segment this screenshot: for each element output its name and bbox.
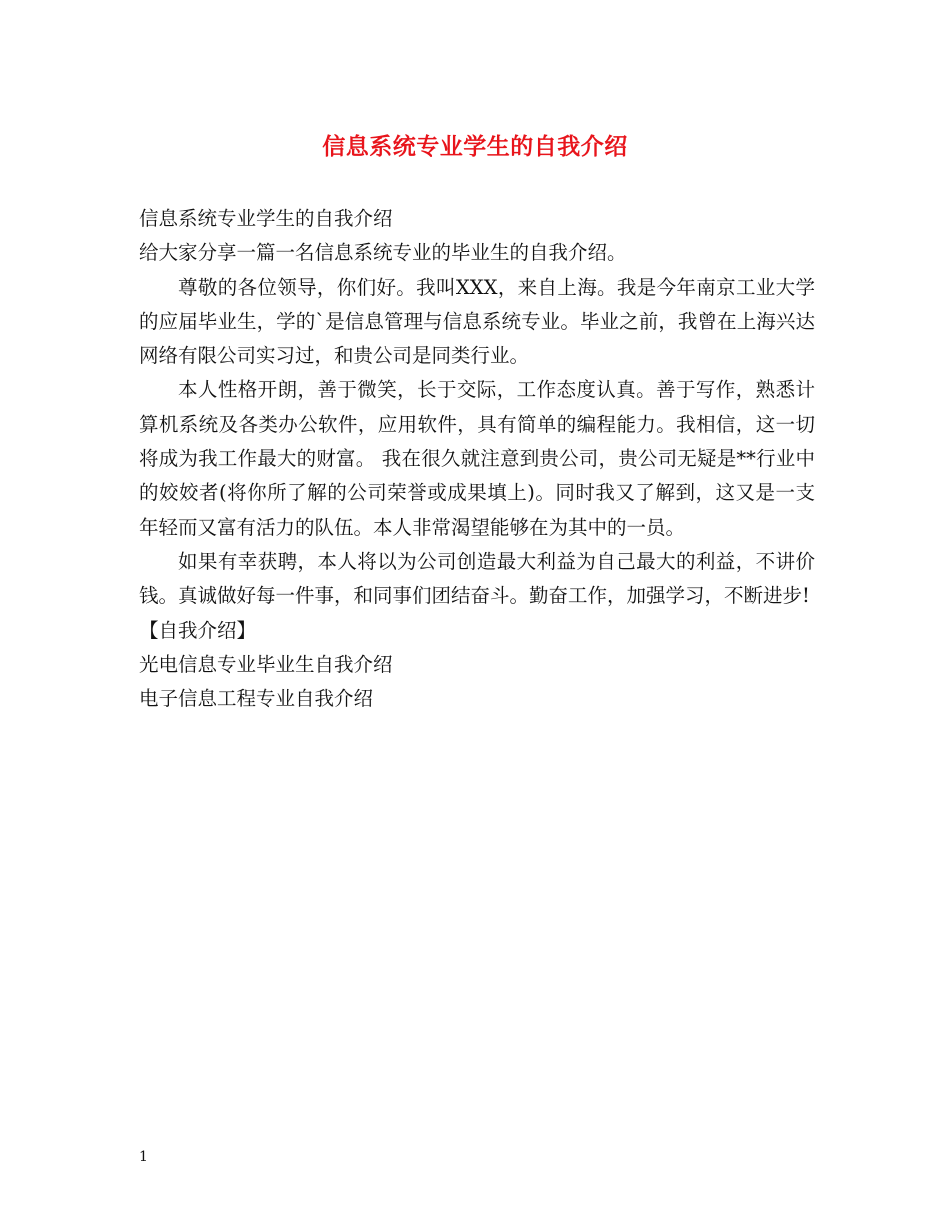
tag-line: 【自我介绍】	[139, 618, 257, 642]
page-number: 1	[139, 1149, 148, 1165]
paragraph-greeting: 尊敬的各位领导，你们好。我叫XXX，来自上海。我是今年南京工业大学的应届毕业生，学的`是信息管理与信息系统专业。毕业之前，我曾在上海兴达网络有限公司实习过，和贵公司是同类行业。	[139, 275, 815, 368]
paragraph-commitment: 如果有幸获聘，本人将以为公司创造最大利益为自己最大的利益，不讲价钱。真诚做好每一件事，和同事们团结奋斗。勤奋工作，加强学习，不断进步!	[139, 549, 815, 608]
document-body	[139, 202, 815, 716]
related-link-2[interactable]: 电子信息工程专业自我介绍	[139, 687, 374, 711]
document-title: 信息系统专业学生的自我介绍	[322, 133, 628, 160]
intro-line-1: 信息系统专业学生的自我介绍	[139, 207, 393, 230]
paragraph-personality: 本人性格开朗，善于微笑，长于交际，工作态度认真。善于写作，熟悉计算机系统及各类办公软件，应用软件，具有简单的编程能力。我相信，这一切将成为我工作最大的财富。 我在很久就注意到贵公司，贵公司无疑是**行业中的姣姣者(将你所了解的公司荣誉或成果填上)。同时我又了解到，这又是一支年轻而又富有活力的队伍。本人非常渴望能够在为其中的一员。	[139, 378, 815, 539]
related-link-1[interactable]: 光电信息专业毕业生自我介绍	[139, 652, 393, 676]
intro-line-2: 给大家分享一篇一名信息系统专业的毕业生的自我介绍。	[139, 241, 627, 265]
